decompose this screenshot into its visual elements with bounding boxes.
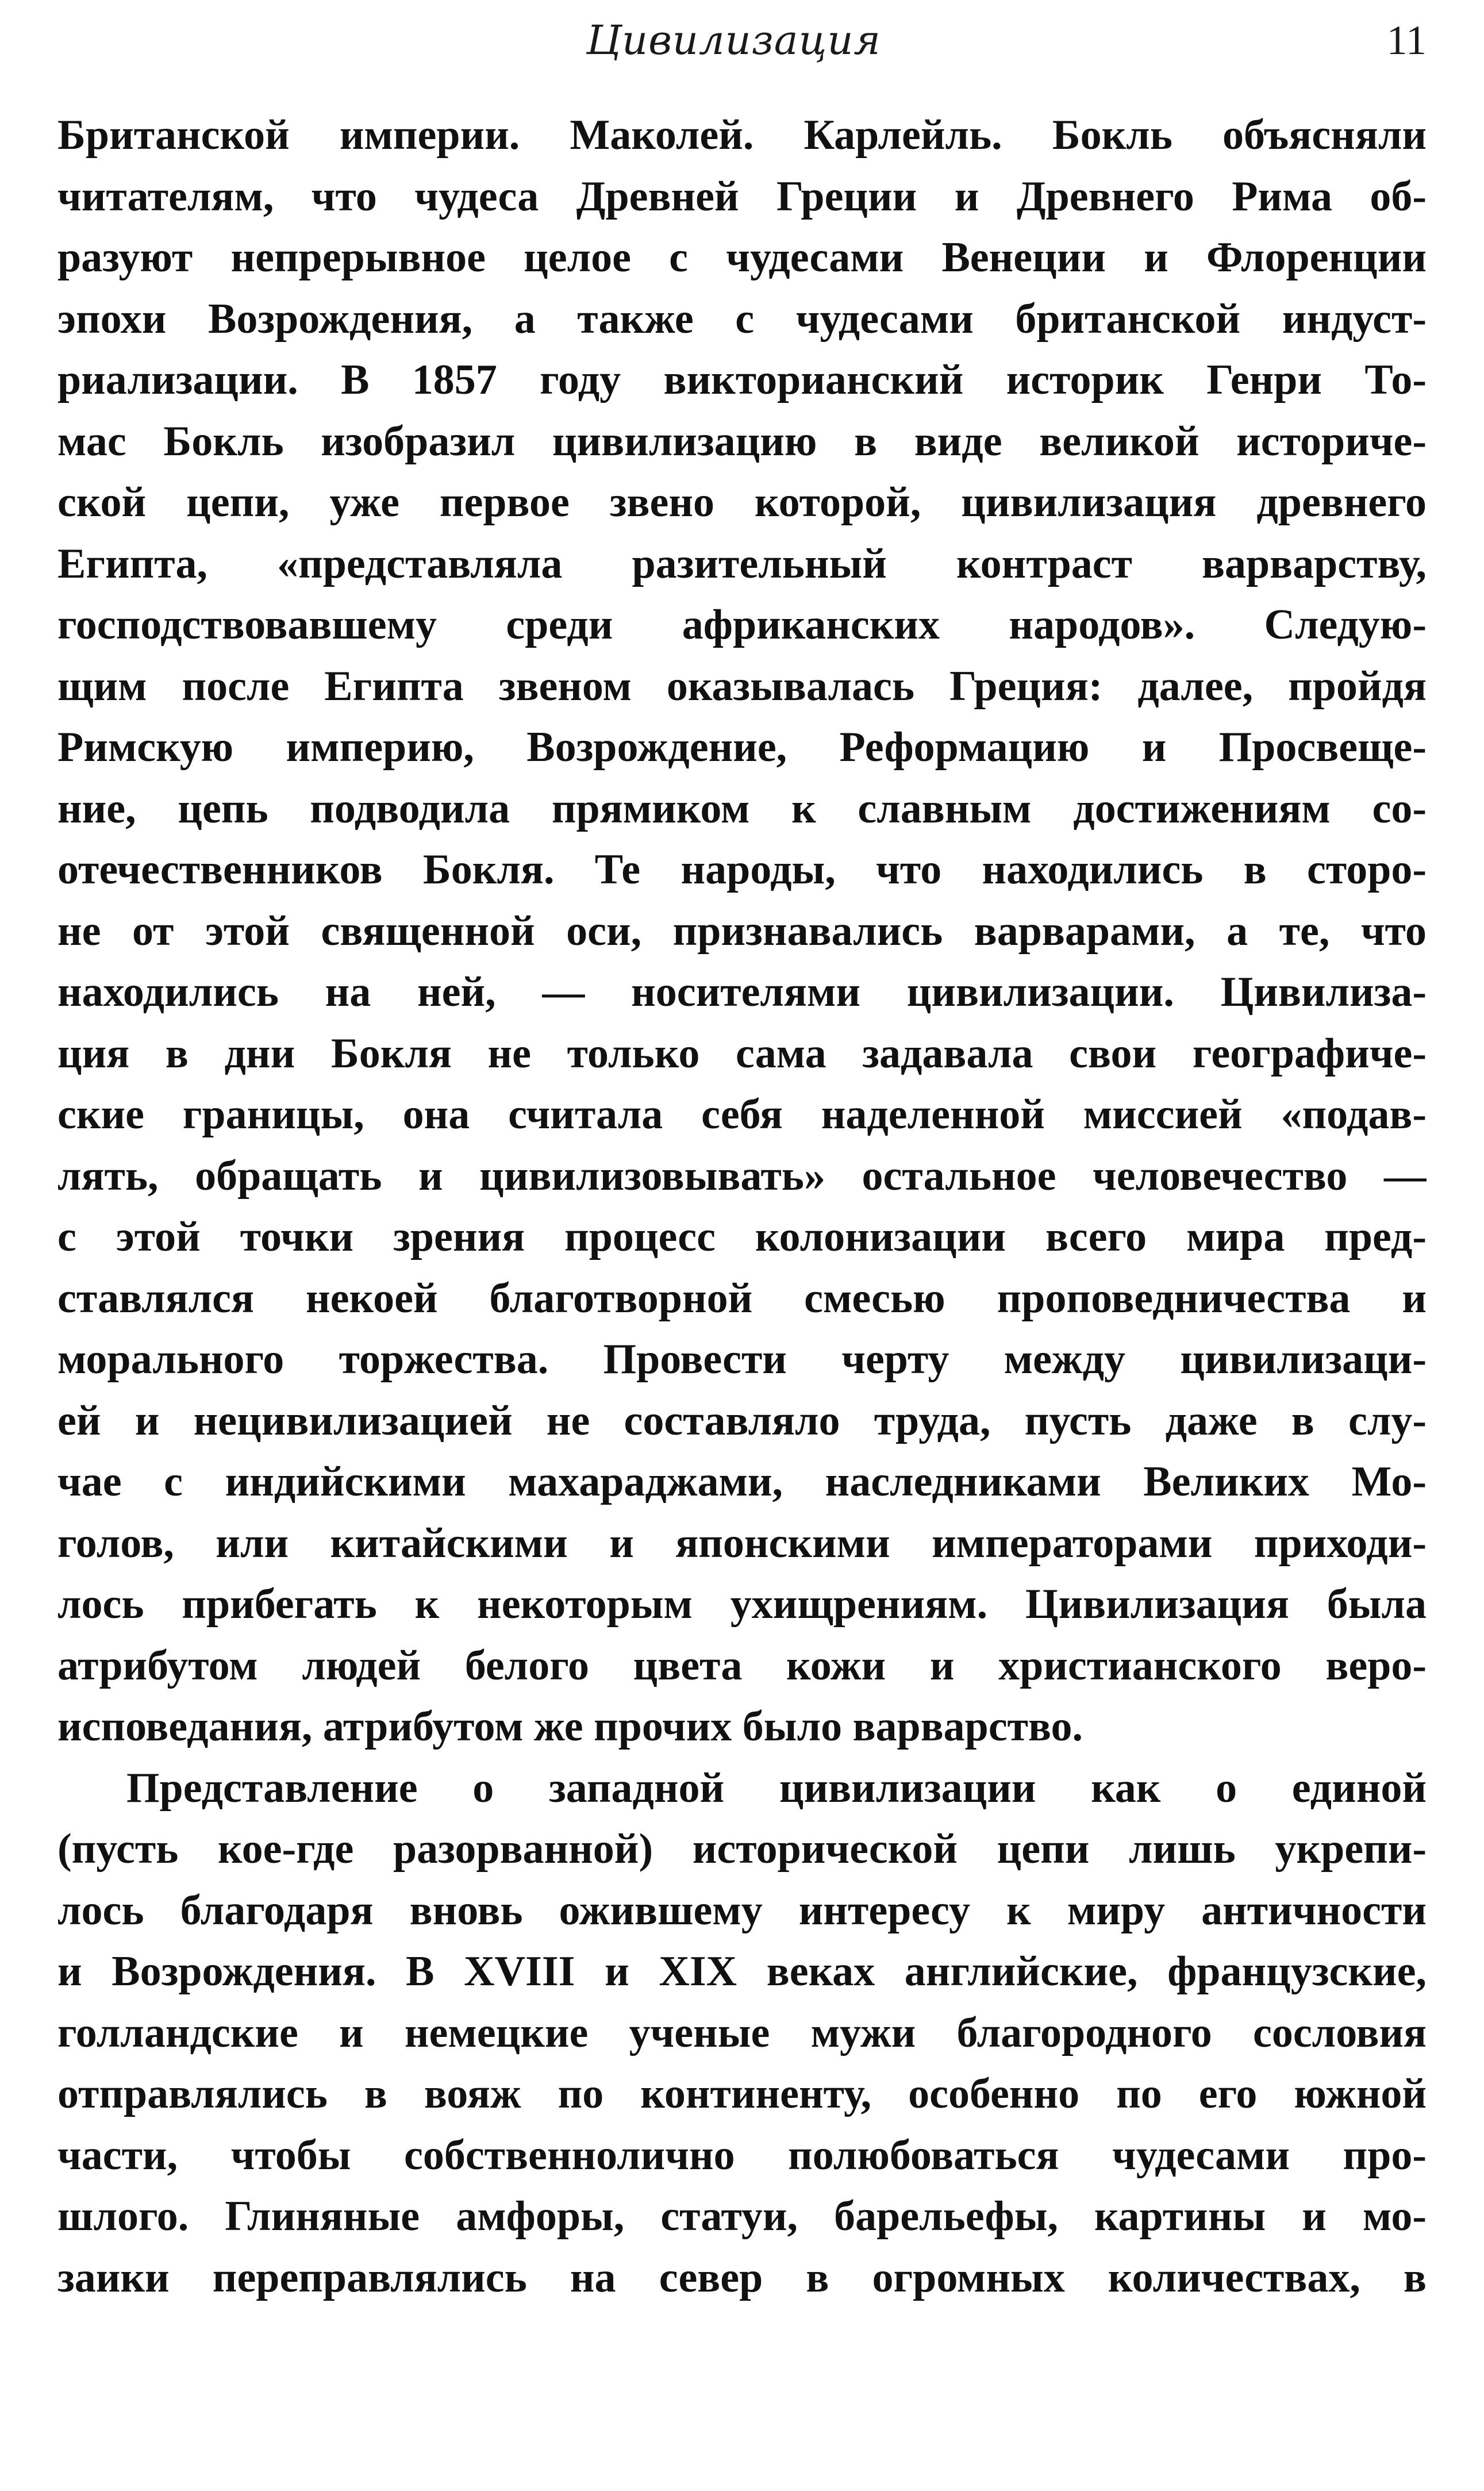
text-line: читателям, что чудеса Древней Греции и Древнего Рима об- xyxy=(57,172,1427,220)
running-title: Цивилизация xyxy=(586,17,881,64)
text-line: голов, или китайскими и японскими императорами приходи- xyxy=(57,1519,1427,1567)
text-line: ской цепи, уже первое звено которой, цивилизация древнего xyxy=(57,479,1427,526)
text-line: Римскую империю, Возрождение, Реформацию и Просвеще- xyxy=(57,724,1427,771)
text-line: находились на ней, — носителями цивилизации. Цивилиза- xyxy=(57,968,1427,1016)
page-number: 11 xyxy=(1386,17,1427,63)
text-line: ставлялся некоей благотворной смесью проповедничества и xyxy=(57,1274,1427,1322)
text-line: морального торжества. Провести черту между цивилизаци- xyxy=(57,1336,1427,1383)
text-line: и Возрождения. В XVIII и XIX веках английские, французские, xyxy=(57,1948,1427,1995)
text-line: Представление о западной цивилизации как о единой xyxy=(126,1764,1427,1812)
text-line: лось прибегать к некоторым ухищрениям. Цивилизация была xyxy=(57,1581,1427,1628)
text-line: ей и нецивилизацией не составляло труда, пусть даже в слу- xyxy=(57,1397,1427,1444)
text-line: отправлялись в вояж по континенту, особенно по его южной xyxy=(57,2070,1427,2117)
text-line: с этой точки зрения процесс колонизации всего мира пред- xyxy=(57,1213,1427,1260)
text-line: чае с индийскими махараджами, наследниками Великих Мо- xyxy=(57,1458,1427,1505)
text-line: части, чтобы собственнолично полюбоваться чудесами про- xyxy=(57,2131,1427,2179)
text-line: лось благодаря вновь ожившему интересу к миру античности xyxy=(57,1886,1427,1934)
text-line: риализации. В 1857 году викторианский историк Генри То- xyxy=(57,356,1427,403)
text-line: (пусть кое-где разорванной) исторической цепи лишь укрепи- xyxy=(57,1825,1427,1873)
text-line: эпохи Возрождения, а также с чудесами британской индуст- xyxy=(57,295,1427,343)
text-line: шлого. Глиняные амфоры, статуи, барельефы, картины и мо- xyxy=(57,2193,1427,2240)
text-line: лять, обращать и цивилизовывать» остальное человечество — xyxy=(57,1152,1427,1200)
text-line: не от этой священной оси, признавались варварами, а те, что xyxy=(57,907,1427,955)
text-line: ние, цепь подводила прямиком к славным достижениям со- xyxy=(57,785,1427,832)
text-line: ция в дни Бокля не только сама задавала свои географиче- xyxy=(57,1029,1427,1077)
text-line: отечественников Бокля. Те народы, что находились в сторо- xyxy=(57,846,1427,893)
text-line: заики переправлялись на север в огромных количествах, в xyxy=(57,2254,1427,2301)
running-head xyxy=(0,0,1484,80)
paragraph xyxy=(57,1758,1427,2309)
text-line: разуют непрерывное целое с чудесами Венеции и Флоренции xyxy=(57,234,1427,281)
text-line: Британской империи. Маколей. Карлейль. Бокль объясняли xyxy=(57,112,1427,159)
paragraph xyxy=(57,105,1427,1758)
text-line: мас Бокль изобразил цивилизацию в виде великой историче- xyxy=(57,417,1427,465)
text-line: голландские и немецкие ученые мужи благородного сословия xyxy=(57,2009,1427,2056)
text-line: ские границы, она считала себя наделенной миссией «подав- xyxy=(57,1091,1427,1138)
text-line: господствовавшему среди африканских народов». Следую- xyxy=(57,601,1427,648)
text-line: атрибутом людей белого цвета кожи и христианского веро- xyxy=(57,1642,1427,1689)
text-line: Египта, «представляла разительный контраст варварству, xyxy=(57,540,1427,587)
text-line: щим после Египта звеном оказывалась Греция: далее, пройдя xyxy=(57,662,1427,710)
text-body xyxy=(57,105,1427,2308)
text-line: исповедания, атрибутом же прочих было варварство. xyxy=(57,1703,1083,1750)
